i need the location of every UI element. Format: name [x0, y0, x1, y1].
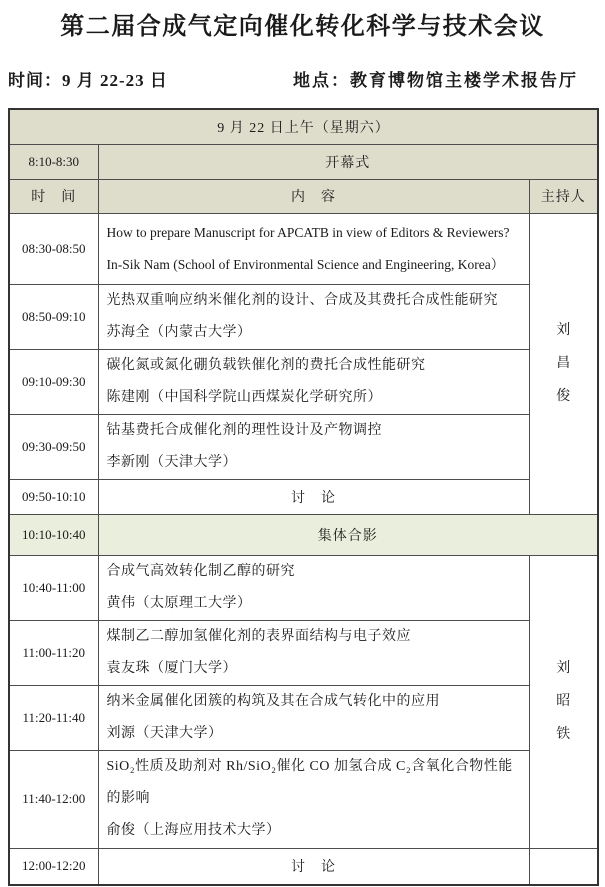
time-cell: 11:20-11:40: [9, 685, 98, 750]
content-cell: [98, 750, 529, 848]
talk-speaker: 苏海全（内蒙古大学）: [106, 324, 252, 340]
talk-title: 纳米金属催化团簇的构筑及其在合成气转化中的应用: [106, 693, 440, 709]
schedule-table: [8, 108, 599, 886]
time-cell: 12:00-12:20: [9, 848, 98, 885]
discussion-label: 讨 论: [98, 848, 529, 885]
table-row: [9, 750, 598, 848]
time-cell: 09:30-09:50: [9, 414, 98, 479]
talk-title: 钴基费托合成催化剂的理性设计及产物调控: [106, 422, 382, 438]
chair-cell: [529, 555, 598, 848]
document-header: [0, 0, 605, 108]
opening-label: 开幕式: [98, 144, 598, 179]
discussion-label: 讨 论: [98, 479, 529, 514]
talk-title: 煤制乙二醇加氢催化剂的表界面结构与电子效应: [106, 628, 411, 644]
group-photo-row: [9, 514, 598, 555]
info-line: [0, 66, 605, 92]
table-row: [9, 349, 598, 414]
table-row: [9, 414, 598, 479]
talk-speaker: 刘源（天津大学）: [106, 725, 223, 741]
content-cell: [98, 555, 529, 620]
table-row: [9, 620, 598, 685]
content-cell: [98, 349, 529, 414]
table-row: [9, 555, 598, 620]
time-cell: 08:30-08:50: [9, 213, 98, 284]
table-row: [9, 284, 598, 349]
page-title: 第二届合成气定向催化转化科学与技术会议: [60, 14, 545, 40]
content-cell: [98, 620, 529, 685]
time-cell: 11:40-12:00: [9, 750, 98, 848]
talk-title: 光热双重响应纳米催化剂的设计、合成及其费托合成性能研究: [106, 292, 498, 308]
time-cell: 11:00-11:20: [9, 620, 98, 685]
col-header-time: 时 间: [9, 179, 98, 213]
session-header-row: [9, 109, 598, 144]
time-cell: 09:50-10:10: [9, 479, 98, 514]
talk-speaker: 俞俊（上海应用技术大学）: [106, 823, 281, 838]
column-header-row: [9, 179, 598, 213]
col-header-chair: 主持人: [529, 179, 598, 213]
talk-speaker: 陈建刚（中国科学院山西煤炭化学研究所）: [106, 389, 382, 405]
talk-title: How to prepare Manuscript for APCATB in view of Editors & Reviewers?: [106, 224, 510, 240]
opening-row: [9, 144, 598, 179]
content-cell: [98, 213, 529, 284]
talk-speaker: 袁友珠（厦门大学）: [106, 660, 237, 676]
time-cell: 10:40-11:00: [9, 555, 98, 620]
table-row: [9, 213, 598, 284]
table-row: [9, 685, 598, 750]
content-cell: [98, 414, 529, 479]
empty-chair-cell: [529, 848, 598, 885]
discussion-row: [9, 848, 598, 885]
chair-cell: [529, 213, 598, 514]
content-cell: [98, 284, 529, 349]
talk-speaker: 黄伟（太原理工大学）: [106, 595, 252, 611]
time-cell: 08:50-09:10: [9, 284, 98, 349]
col-header-content: 内 容: [98, 179, 529, 213]
conference-location: 地点：教育博物馆主楼学术报告厅: [293, 71, 578, 90]
discussion-row: [9, 479, 598, 514]
talk-title: SiO₂性质及助剂对 Rh/SiO₂催化 CO 加氢合成 C₂含氧化合物性能的影响: [106, 759, 513, 806]
talk-title: 碳化氮或氮化硼负载铁催化剂的费托合成性能研究: [106, 357, 426, 373]
group-photo-label: 集体合影: [98, 514, 598, 555]
conference-dates: 时间：9 月 22-23 日: [8, 71, 168, 90]
talk-speaker: In-Sik Nam (School of Environmental Science and Engineering, Korea）: [106, 256, 505, 272]
time-cell: 09:10-09:30: [9, 349, 98, 414]
chair-name: 刘昭铁: [556, 661, 571, 742]
session-title: 9 月 22 日上午（星期六）: [9, 109, 598, 144]
content-cell: [98, 685, 529, 750]
time-cell: 10:10-10:40: [9, 514, 98, 555]
time-cell: 8:10-8:30: [9, 144, 98, 179]
talk-title: 合成气高效转化制乙醇的研究: [106, 563, 295, 579]
talk-speaker: 李新刚（天津大学）: [106, 454, 237, 470]
chair-name: 刘昌俊: [556, 323, 571, 404]
